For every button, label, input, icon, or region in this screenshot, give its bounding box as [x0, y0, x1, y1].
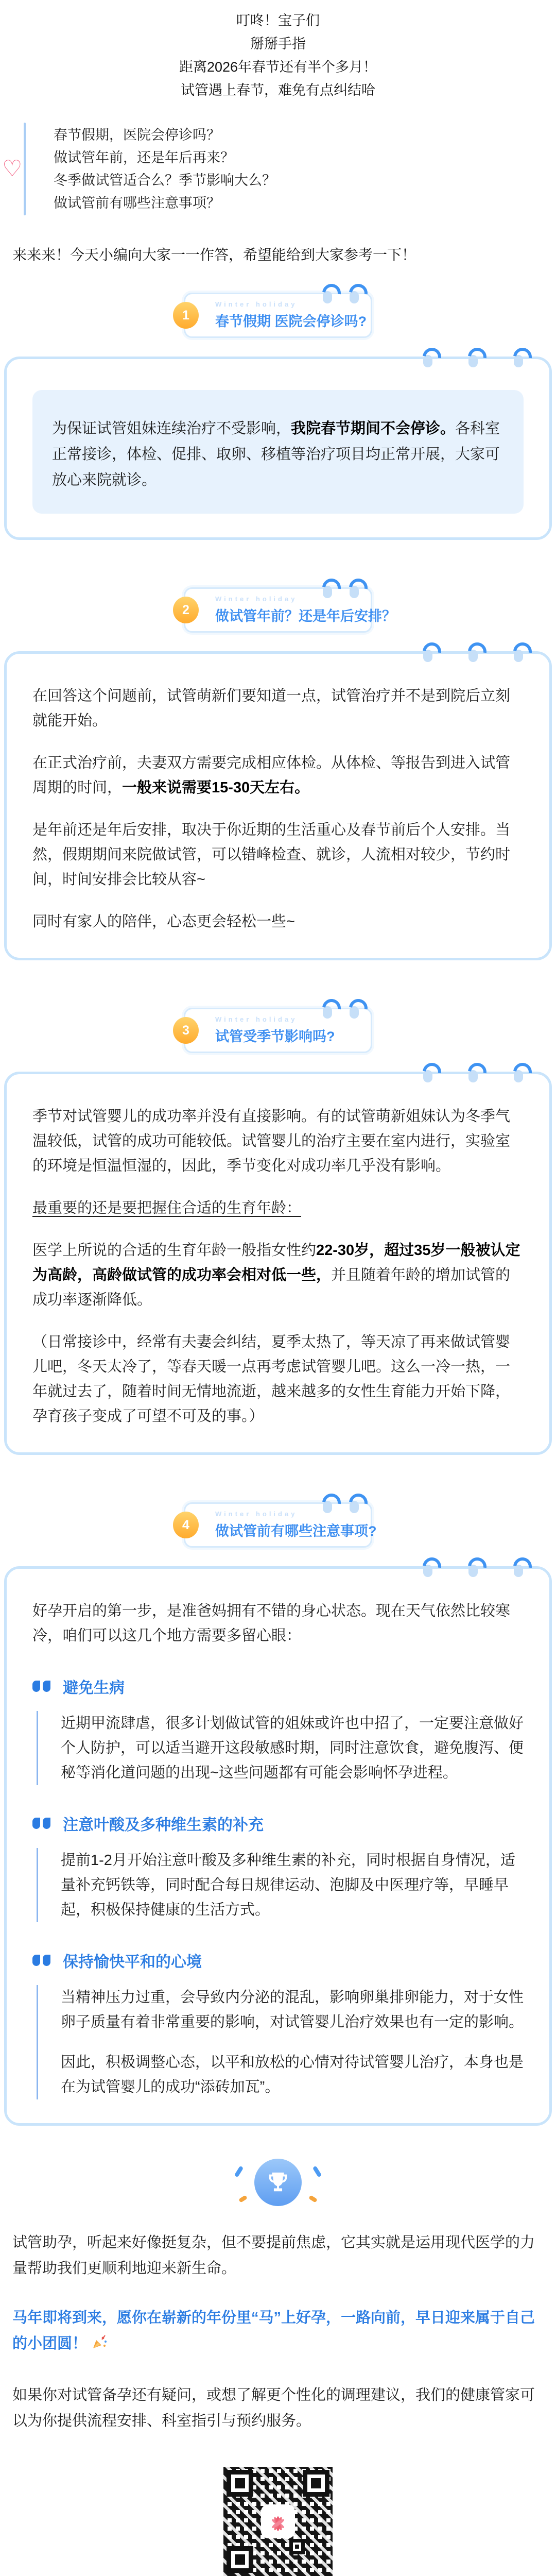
- spark-icon: [308, 2195, 318, 2202]
- binder-ring-icon: [423, 1063, 440, 1083]
- content-card-4: [4, 1566, 552, 2126]
- paragraph: 在正式治疗前，夫妻双方需要完成相应体检。从体检、等报告到进入试管周期的时间，一般来说需要15-30天左右。: [32, 755, 511, 796]
- binder-ring-icon: [423, 348, 440, 368]
- qr-alignment: [289, 2539, 305, 2554]
- outro-block: [0, 2230, 556, 2434]
- tip-heading: 注意叶酸及多种维生素的补充: [32, 1812, 524, 1835]
- paragraph: 提前1-2月开始注意叶酸及多种维生素的补充，同时根据自身情况，适量补充钙铁等，同时配合每日规律运动、泡脚及中医理疗等，早睡早起，积极保持健康的生活方式。: [61, 1852, 515, 1918]
- content-card-1: [4, 357, 552, 540]
- vertical-divider: [24, 123, 26, 215]
- qr-finder: [303, 2470, 329, 2497]
- section-title: 做试管年前？还是年后安排？: [215, 608, 396, 624]
- binder-ring-icon: [468, 1557, 485, 1578]
- paragraph: 试管助孕，听起来好像挺复杂，但不要提前焦虑，它其实就是运用现代医学的力量帮助我们更顺利地迎来新生命。: [12, 2234, 535, 2277]
- question-item: 做试管年前，还是年后再来？: [54, 150, 234, 165]
- highlight-panel: [32, 390, 524, 514]
- paragraph: 季节对试管婴儿的成功率并没有直接影响。有的试管萌新姐妹认为冬季气温较低，试管的成功可能较低。试管婴儿的治疗主要在室内进行，实验室的环境是恒温恒湿的，因此，季节变化对成功率几乎没有影响。: [32, 1108, 511, 1174]
- binder-ring-icon: [468, 642, 485, 663]
- section-number-badge: 1: [173, 302, 199, 329]
- paragraph: （日常接诊中，经常有夫妻会纠结，夏季太热了，等天凉了再来做试管婴儿吧，冬天太冷了，等春天暖一点再考虑试管婴儿吧。这么一冷一热，一年就过去了，随着时间无情地流逝，越来越多的女性生育能力开始下降，孕育孩子变成了可望不可及的事。）: [32, 1334, 511, 1425]
- paragraph: 如果你对试管备孕还有疑问，或想了解更个性化的调理建议，我们的健康管家可以为你提供流程安排、科室指引与预约服务。: [12, 2387, 535, 2429]
- question-list: [0, 120, 556, 218]
- question-item: 做试管前有哪些注意事项？: [54, 195, 220, 211]
- party-popper-icon: [91, 2333, 109, 2359]
- trophy-icon: [254, 2159, 302, 2206]
- intro-line: 掰掰手指: [250, 36, 306, 52]
- section-title: 做试管前有哪些注意事项?: [215, 1523, 377, 1539]
- tip-heading: 避免生病: [32, 1675, 524, 1698]
- binder-ring-icon: [468, 348, 485, 368]
- section-header-2: [182, 587, 396, 633]
- intro-line: 叮咚！宝子们: [236, 13, 320, 28]
- quote-icon: [32, 1818, 50, 1829]
- paragraph: 因此，积极调整心态，以平和放松的心情对待试管婴儿治疗，本身也是在为试管婴儿的成功“添砖加瓦”。: [61, 2054, 524, 2095]
- binder-ring-icon: [513, 642, 531, 663]
- intro-line: 距离2026年春节还有半个多月！: [179, 59, 377, 75]
- paragraph: 好孕开启的第一步，是准爸妈拥有不错的身心状态。现在天气依然比较寒冷，咱们可以这几个地方需要多留心眼：: [32, 1603, 511, 1644]
- tip-body: [37, 1848, 524, 1922]
- lead-paragraph: 来来来！今天小编向大家一一作答，希望能给到大家参考一下！: [12, 247, 416, 263]
- content-card-2: [4, 651, 552, 960]
- intro-line: 试管遇上春节，难免有点纠结哈: [181, 82, 375, 98]
- tip-body: [37, 1711, 524, 1785]
- tip-item-1: [32, 1675, 524, 1785]
- quote-icon: [32, 1955, 50, 1966]
- new-year-wish: 马年即将到来，愿你在崭新的年份里“马”上好孕，一路向前，早日迎来属于自己的小团圆！: [12, 2310, 535, 2352]
- paragraph: 为保证试管姐妹连续治疗不受影响，我院春节期间不会停诊。各科室正常接诊，体检、促排、取卵、移植等治疗项目均正常开展，大家可放心来院就诊。: [52, 420, 500, 488]
- question-item: 春节假期，医院会停诊吗？: [54, 127, 220, 143]
- section-eyebrow: Winter holiday: [215, 595, 298, 603]
- section-eyebrow: Winter holiday: [215, 1510, 298, 1518]
- section-number-badge: 2: [173, 597, 199, 623]
- section-header-1: [184, 293, 372, 338]
- binder-ring-icon: [513, 1557, 531, 1578]
- qr-finder: [227, 2470, 253, 2497]
- binder-ring-icon: [513, 348, 531, 368]
- qr-code: [223, 2467, 333, 2576]
- section-title: 试管受季节影响吗?: [215, 1029, 335, 1044]
- paragraph: 近期甲流肆虐，很多计划做试管的姐妹或许也中招了，一定要注意做好个人防护，可以适当避开这段敏感时期，同时注意饮食，避免腹泻、便秘等消化道问题的出现~这些问题都有可能会影响怀孕进程。: [61, 1715, 524, 1781]
- section-eyebrow: Winter holiday: [215, 1015, 298, 1023]
- content-card-3: [4, 1072, 552, 1455]
- section-header-3: [184, 1008, 372, 1053]
- binder-ring-icon: [513, 1063, 531, 1083]
- section-header-4: [182, 1502, 377, 1548]
- binder-ring-icon: [423, 1557, 440, 1578]
- paragraph: 在回答这个问题前，试管萌新们要知道一点，试管治疗并不是到院后立刻就能开始。: [32, 688, 511, 729]
- binder-ring-icon: [468, 1063, 485, 1083]
- section-title: 春节假期 医院会停诊吗?: [215, 314, 367, 329]
- spark-icon: [312, 2166, 322, 2178]
- trophy-divider: [254, 2159, 302, 2206]
- question-item: 冬季做试管适合么？季节影响大么？: [54, 173, 276, 188]
- paragraph: 是年前还是年后安排，取决于你近期的生活重心及春节前后个人安排。当然，假期期间来院做试管，可以错峰检查、就诊，人流相对较少，节约时间，时间安排会比较从容~: [32, 822, 511, 888]
- paragraph: [12, 2305, 544, 2359]
- tip-item-2: [32, 1812, 524, 1922]
- quote-icon: [32, 1681, 50, 1692]
- section-eyebrow: Winter holiday: [215, 300, 298, 308]
- binder-ring-icon: [423, 642, 440, 663]
- tip-heading: 保持愉快平和的心境: [32, 1949, 524, 1972]
- spark-icon: [234, 2166, 244, 2178]
- heart-outline-icon: ♡: [2, 156, 23, 181]
- hospital-logo: [261, 2504, 295, 2538]
- paragraph: 最重要的还是要把握住合适的生育年龄：: [32, 1200, 302, 1216]
- section-number-badge: 3: [173, 1017, 199, 1044]
- paragraph: 当精神压力过重，会导致内分泌的混乱，影响卵巢排卵能力，对于女性卵子质量有着非常重要的影响，对试管婴儿治疗效果也有一定的影响。: [61, 1989, 524, 2030]
- intro-block: [0, 9, 556, 102]
- tip-body: [37, 1985, 524, 2099]
- spark-icon: [238, 2195, 248, 2202]
- qr-finder: [227, 2546, 253, 2573]
- section-number-badge: 4: [173, 1512, 199, 1538]
- tip-item-3: [32, 1949, 524, 2099]
- paragraph: 同时有家人的陪伴，心态更会轻松一些~: [32, 913, 295, 930]
- paragraph: 医学上所说的合适的生育年龄一般指女性约22-30岁，超过35岁一般被认定为高龄，高龄做试管的成功率会相对低一些，并且随着年龄的增加试管的成功率逐渐降低。: [32, 1242, 520, 1308]
